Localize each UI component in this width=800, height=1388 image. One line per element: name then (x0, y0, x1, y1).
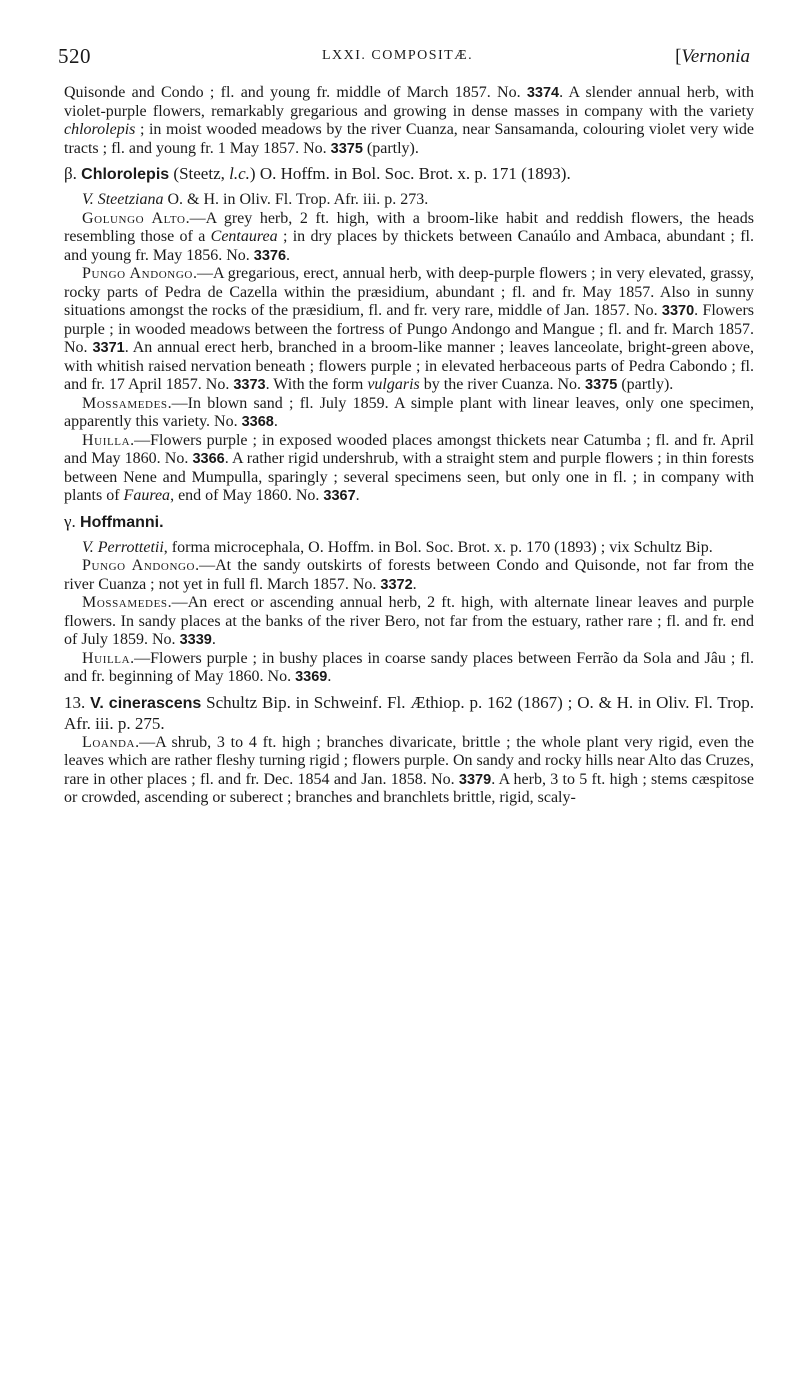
collection-number: 3370 (661, 303, 695, 319)
taxon-name: Chlorolepis (81, 166, 170, 183)
collection-number: 3376 (253, 247, 287, 264)
species-heading-cinerascens: 13. V. cinerascens Schultz Bip. in Schweinf. Fl. Æthiop. p. 162 (1867) ; O. & H. in Oliv. Fl. Trop. Afr. iii. p. 275. (64, 692, 754, 733)
paragraph-specimen-notes: Quisonde and Condo ; fl. and young fr. middle of March 1857. No. 3374. A slender annual herb, with violet-purple flowers, remarkably gregarious and growing in dense masses in company with the variety chlorolepis ; in moist wooded meadows by the river Cuanza, near Sansamanda, colouring violet very wide tracts ; fl. and young fr. 1 May 1857. No. 3375 (partly). (64, 84, 754, 157)
synonym-line: V. Perrottetii, forma microcephala, O. Hoffm. in Bol. Soc. Brot. x. p. 170 (1893) ; vix Schultz Bip. (82, 538, 713, 556)
locality-name: Pungo Andongo (82, 557, 196, 574)
taxon-name: Hoffmanni. (80, 513, 164, 531)
locality-entry-golungo-alto: Golungo Alto.—A grey herb, 2 ft. high, with a broom-like habit and reddish flowers, the heads resembling those of a Centaurea ; in dry places by thickets between Canaúlo and Ambaca, abundant ; fl. and young fr. May 1856. No. 3376. (64, 209, 755, 264)
genus-bracket: [ (675, 46, 682, 67)
collection-number: 3368 (241, 414, 274, 430)
page-number: 520 (58, 44, 91, 68)
collection-number: 3339 (179, 632, 212, 648)
collection-number: 3373 (233, 377, 266, 393)
locality-name: Mossamedes (82, 394, 168, 412)
locality-entry-huilla: Huilla.—Flowers purple ; in bushy places in coarse sandy places between Ferrão da Sola and Jâu ; fl. and fr. beginning of May 1860. No. 3369. (64, 649, 754, 685)
book-page (58, 44, 755, 808)
genus-name: Vernonia (681, 46, 750, 67)
variety-heading-hoffmanni: γ. Hoffmanni. (64, 511, 164, 531)
collection-number: 3372 (380, 576, 413, 593)
locality-name: Loanda (82, 733, 136, 751)
locality-name: Huilla (82, 431, 131, 449)
running-head (58, 44, 754, 84)
locality-entry-mossamedes: Mossamedes.—An erect or ascending annual herb, 2 ft. high, with alternate linear leaves and purple flowers. In sandy places at the banks of the river Bero, not far from the estuary, rather rare ; fl. and fr. end of July 1859. No. 3339. (64, 594, 754, 648)
taxon-name: V. cinerascens (90, 694, 202, 712)
locality-name: Mossamedes (82, 594, 168, 611)
locality-entry-loanda: Loanda.—A shrub, 3 to 4 ft. high ; branches divaricate, brittle ; the whole plant very rigid, even the leaves which are rather fleshy turning rigid ; flowers purple. On sandy and rocky hills near Alto das Cruzes, rare in other places ; fl. and fr. Dec. 1854 and Jan. 1858. No. 3379. A herb, 3 to 5 ft. high ; stems cæspitose or crowded, ascending or suberect ; branches and branchlets brittle, rigid, scaly- (64, 733, 754, 806)
collection-number: 3374 (526, 85, 560, 101)
locality-name: Golungo Alto (82, 209, 186, 227)
collection-number: 3369 (295, 669, 328, 685)
locality-entry-mossamedes: Mossamedes.—In blown sand ; fl. July 1859. A simple plant with linear leaves, only one specimen, apparently this variety. No. 3368. (64, 394, 754, 430)
collection-number: 3375 (330, 140, 363, 157)
locality-entry-pungo-andongo: Pungo Andongo.—A gregarious, erect, annual herb, with deep-purple flowers ; in very elevated, grassy, rocky parts of Pedra de Cazella within the præsidium, abundant ; fl. and fr. May 1857. Also in sunny situations amongst the rocks of the præsidium, fl. and fr. very rare, middle of Jan. 1857. No. 3370. Flowers purple ; in wooded meadows between the fortress of Pungo Andongo and Mangue ; fl. and fr. March 1857. No. 3371. An annual erect herb, branched in a broom-like manner ; leaves lanceolate, bright-green above, with whitish raised nervation beneath ; flowers purple ; in elevated herbaceous parts of Pedra Cabondo ; fl. and fr. 17 April 1857. No. 3373. With the form vulgaris by the river Cuanza. No. 3375 (partly). (64, 265, 755, 393)
collection-number: 3366 (192, 451, 225, 467)
variety-heading-chlorolepis: β. Chlorolepis (Steetz, l.c.) O. Hoffm. in Bol. Soc. Brot. x. p. 171 (1893). (64, 164, 571, 183)
collection-number: 3379 (458, 771, 492, 788)
section-title: LXXI. COMPOSITÆ. (322, 48, 474, 63)
collection-number: 3367 (323, 488, 356, 504)
synonym-line: V. Steetziana O. & H. in Oliv. Fl. Trop. Afr. iii. p. 273. (82, 191, 429, 208)
locality-entry-pungo-andongo: Pungo Andongo.—At the sandy outskirts of forests between Condo and Quisonde, not far from the river Cuanza ; not yet in full fl. March 1857. No. 3372. (64, 557, 754, 593)
collection-number: 3371 (92, 340, 125, 356)
locality-name: Pungo Andongo (82, 265, 193, 282)
genus-tag (675, 46, 750, 68)
body-text (64, 84, 754, 808)
locality-name: Huilla (82, 649, 131, 667)
locality-entry-huilla: Huilla.—Flowers purple ; in exposed wooded places amongst thickets near Catumba ; fl. and fr. April and May 1860. No. 3366. A rather rigid undershrub, with a straight stem and purple flowers ; in thin forests between Nene and Mumpulla, sparingly ; several specimens seen, but only one in fl. ; in company with plants of Faurea, end of May 1860. No. 3367. (64, 431, 755, 504)
collection-number: 3375 (585, 377, 618, 393)
